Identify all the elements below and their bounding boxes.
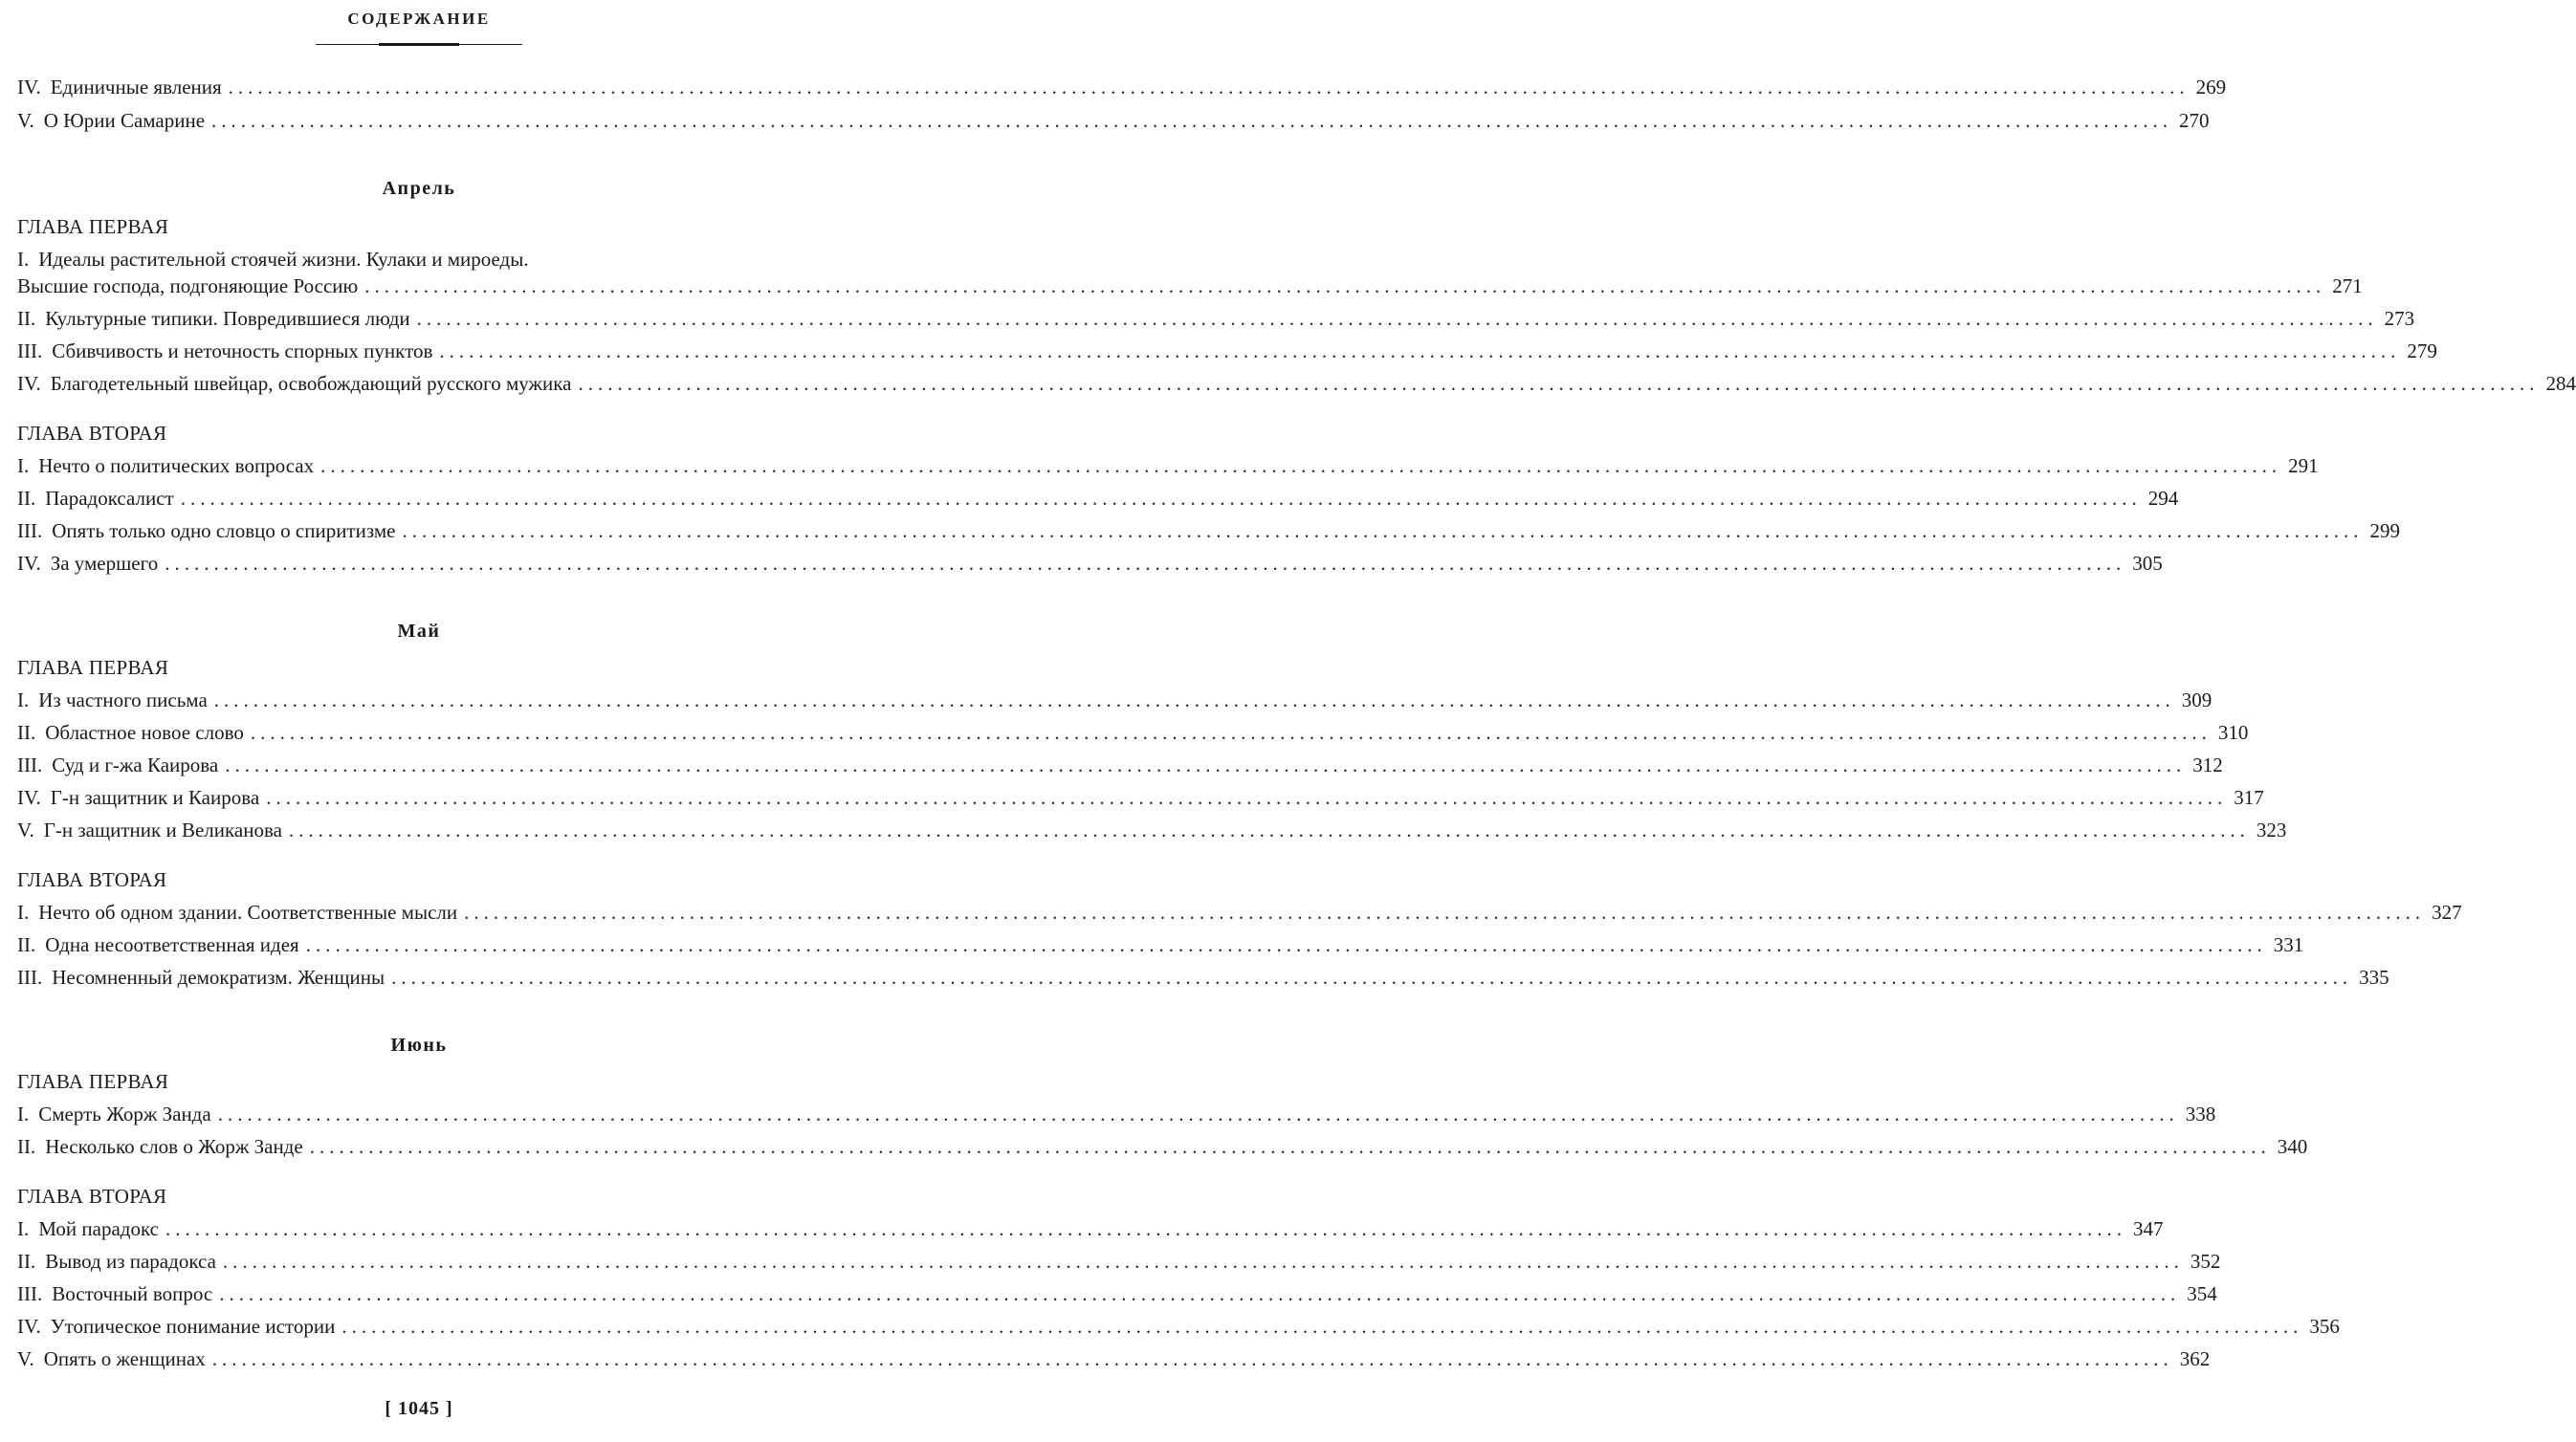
entry-page-number: 327 (2432, 901, 2462, 924)
dot-leader: ........................................................................................................................................................................................................ (180, 487, 2142, 510)
entry-number: I. (17, 1103, 30, 1125)
toc-entry (17, 272, 2363, 300)
toc-entry (17, 1100, 2216, 1128)
dot-leader: ........................................................................................................................................................................................................ (364, 274, 2326, 297)
entry-title: Областное новое слово (45, 721, 244, 744)
toc-entry (17, 451, 2319, 480)
entry-page-number: 331 (2273, 933, 2304, 956)
entry-number: II. (17, 307, 36, 330)
dot-leader: ........................................................................................................................................................................................................ (578, 372, 2540, 395)
entry-title: Опять только одно словцо о спиритизме (52, 519, 396, 542)
entry-title: Единичные явления (50, 76, 222, 98)
entry-title: Мой парадокс (38, 1217, 159, 1240)
toc-entry (17, 816, 2287, 844)
dot-leader: ........................................................................................................................................................................................................ (288, 819, 2250, 841)
entry-page-number: 271 (2332, 274, 2363, 297)
toc-entry (17, 963, 2389, 992)
toc-entry (17, 686, 2213, 714)
dot-leader: ........................................................................................................................................................................................................ (305, 933, 2267, 956)
dot-leader: ........................................................................................................................................................................................................ (213, 688, 2175, 711)
entry-page-number: 347 (2132, 1217, 2164, 1240)
entry-title: Г-н защитник и Великанова (43, 819, 282, 841)
entry-title: Одна несоответственная идея (45, 933, 299, 956)
dot-leader: ........................................................................................................................................................................................................ (250, 721, 2212, 744)
entry-number: III. (17, 519, 43, 542)
toc-entry (17, 1132, 2308, 1161)
chapter-title: ГЛАВА ВТОРАЯ (17, 868, 167, 891)
entry-page-number: 269 (2195, 76, 2227, 98)
entry-number: II. (17, 721, 36, 744)
dot-leader: ........................................................................................................................................................................................................ (222, 1250, 2184, 1273)
chapter-title: ГЛАВА ВТОРАЯ (17, 1185, 167, 1208)
chapter-title: ГЛАВА ПЕРВАЯ (17, 656, 169, 679)
entry-page-number: 356 (2309, 1315, 2340, 1338)
entry-number: IV. (17, 552, 41, 575)
entry-title: Парадоксалист (45, 487, 174, 510)
dot-leader: ........................................................................................................................................................................................................ (402, 519, 2364, 542)
entry-number: II. (17, 487, 36, 510)
entry-page-number: 270 (2179, 109, 2210, 132)
dot-leader: ........................................................................................................................................................................................................ (211, 1347, 2173, 1370)
entry-page-number: 335 (2359, 966, 2389, 989)
entry-number: III. (17, 754, 43, 776)
entry-number: III. (17, 339, 43, 362)
dot-leader: ........................................................................................................................................................................................................ (309, 1135, 2271, 1158)
entry-page-number: 294 (2147, 487, 2179, 510)
chapter-title: ГЛАВА ПЕРВАЯ (17, 215, 169, 238)
entry-number: V. (17, 1347, 34, 1370)
toc-entry (17, 549, 2163, 578)
entry-number: I. (17, 454, 30, 477)
toc-entry (17, 1214, 2164, 1243)
entry-title: Нечто о политических вопросах (38, 454, 315, 477)
dot-leader: ........................................................................................................................................................................................................ (165, 552, 2126, 575)
entry-title: Несколько слов о Жорж Занде (45, 1135, 303, 1158)
entry-title: Благодетельный швейцар, освобождающий русского мужика (50, 372, 572, 395)
toc-entry (17, 484, 2179, 513)
toc-entry (17, 1344, 2211, 1373)
toc-entry (17, 718, 2249, 747)
dot-leader: ........................................................................................................................................................................................................ (165, 1217, 2126, 1240)
toc-entry (17, 751, 2223, 779)
entry-page-number: 310 (2217, 721, 2249, 744)
toc-entry (17, 1312, 2340, 1341)
dot-leader: ........................................................................................................................................................................................................ (211, 109, 2173, 132)
entry-page-number: 299 (2369, 519, 2400, 542)
entry-page-number: 291 (2288, 454, 2319, 477)
toc-entry (17, 783, 2264, 812)
entry-title: Вывод из парадокса (45, 1250, 216, 1273)
entry-number: II. (17, 1250, 36, 1273)
section-title: Апрель (382, 178, 456, 199)
toc-entry (17, 106, 2210, 135)
entry-title: Восточный вопрос (52, 1282, 213, 1305)
entry-number: I. (17, 688, 30, 711)
entry-page-number: 312 (2192, 754, 2223, 776)
entry-page-number: 362 (2179, 1347, 2211, 1370)
entry-title: О Юрии Самарине (43, 109, 206, 132)
entry-title: Сбивчивость и неточность спорных пунктов (52, 339, 433, 362)
chapter-title: ГЛАВА ПЕРВАЯ (17, 1070, 169, 1093)
toc-entry (17, 337, 2437, 365)
dot-leader: ........................................................................................................................................................................................................ (266, 786, 2228, 809)
entry-page-number: 352 (2190, 1250, 2221, 1273)
entry-number: IV. (17, 372, 41, 395)
entry-title: За умершего (50, 552, 159, 575)
entry-number: I. (17, 248, 30, 271)
toc-entry (17, 1279, 2217, 1308)
toc-entry (17, 73, 2227, 101)
entry-title: Суд и г-жа Каирова (52, 754, 219, 776)
entry-number: II. (17, 1135, 36, 1158)
dot-leader: ........................................................................................................................................................................................................ (320, 454, 2282, 477)
entry-number: V. (17, 109, 34, 132)
entry-title: Идеалы растительной стоячей жизни. Кулаки и мироеды. (38, 248, 529, 271)
toc-entry-first-line (17, 245, 529, 273)
entry-page-number: 309 (2181, 688, 2213, 711)
entry-number: II. (17, 933, 36, 956)
entry-title: Смерть Жорж Занда (38, 1103, 211, 1125)
toc-entry (17, 1247, 2221, 1276)
running-head: СОДЕРЖАНИЕ (347, 10, 491, 28)
dot-leader: ........................................................................................................................................................................................................ (464, 901, 2426, 924)
entry-title: Из частного письма (38, 688, 208, 711)
entry-title: Несомненный демократизм. Женщины (52, 966, 385, 989)
dot-leader: ........................................................................................................................................................................................................ (219, 1282, 2181, 1305)
dot-leader: ........................................................................................................................................................................................................ (341, 1315, 2303, 1338)
entry-page-number: 338 (2185, 1103, 2216, 1125)
dot-leader: ........................................................................................................................................................................................................ (228, 76, 2190, 98)
dot-leader: ........................................................................................................................................................................................................ (217, 1103, 2179, 1125)
entry-number: III. (17, 1282, 43, 1305)
entry-title: Высшие господа, подгоняющие Россию (17, 274, 359, 297)
dot-leader: ........................................................................................................................................................................................................ (391, 966, 2353, 989)
dot-leader: ........................................................................................................................................................................................................ (416, 307, 2378, 330)
entry-number: I. (17, 1217, 30, 1240)
entry-title: Нечто об одном здании. Соответственные мысли (38, 901, 458, 924)
entry-number: I. (17, 901, 30, 924)
entry-number: IV. (17, 786, 41, 809)
toc-entry (17, 516, 2400, 545)
entry-title: Г-н защитник и Каирова (50, 786, 260, 809)
entry-page-number: 284 (2545, 372, 2576, 395)
running-head-rule (316, 44, 522, 45)
entry-page-number: 323 (2256, 819, 2287, 841)
toc-entry (17, 304, 2415, 333)
entry-page-number: 340 (2277, 1135, 2308, 1158)
toc-entry (17, 369, 2576, 398)
page-number: [ 1045 ] (385, 1398, 453, 1419)
entry-title: Опять о женщинах (43, 1347, 206, 1370)
chapter-title: ГЛАВА ВТОРАЯ (17, 422, 167, 445)
toc-entry (17, 898, 2462, 927)
entry-title: Культурные типики. Повредившиеся люди (45, 307, 410, 330)
dot-leader: ........................................................................................................................................................................................................ (439, 339, 2401, 362)
entry-number: IV. (17, 76, 41, 98)
section-title: Июнь (390, 1035, 448, 1056)
entry-number: IV. (17, 1315, 41, 1338)
entry-number: V. (17, 819, 34, 841)
entry-page-number: 305 (2132, 552, 2163, 575)
entry-title: Утопическое понимание истории (50, 1315, 336, 1338)
toc-entry (17, 930, 2304, 959)
entry-page-number: 354 (2187, 1282, 2217, 1305)
entry-page-number: 279 (2407, 339, 2437, 362)
entry-page-number: 317 (2234, 786, 2264, 809)
dot-leader: ........................................................................................................................................................................................................ (225, 754, 2187, 776)
section-title: Май (397, 621, 441, 642)
entry-page-number: 273 (2384, 307, 2415, 330)
entry-number: III. (17, 966, 43, 989)
